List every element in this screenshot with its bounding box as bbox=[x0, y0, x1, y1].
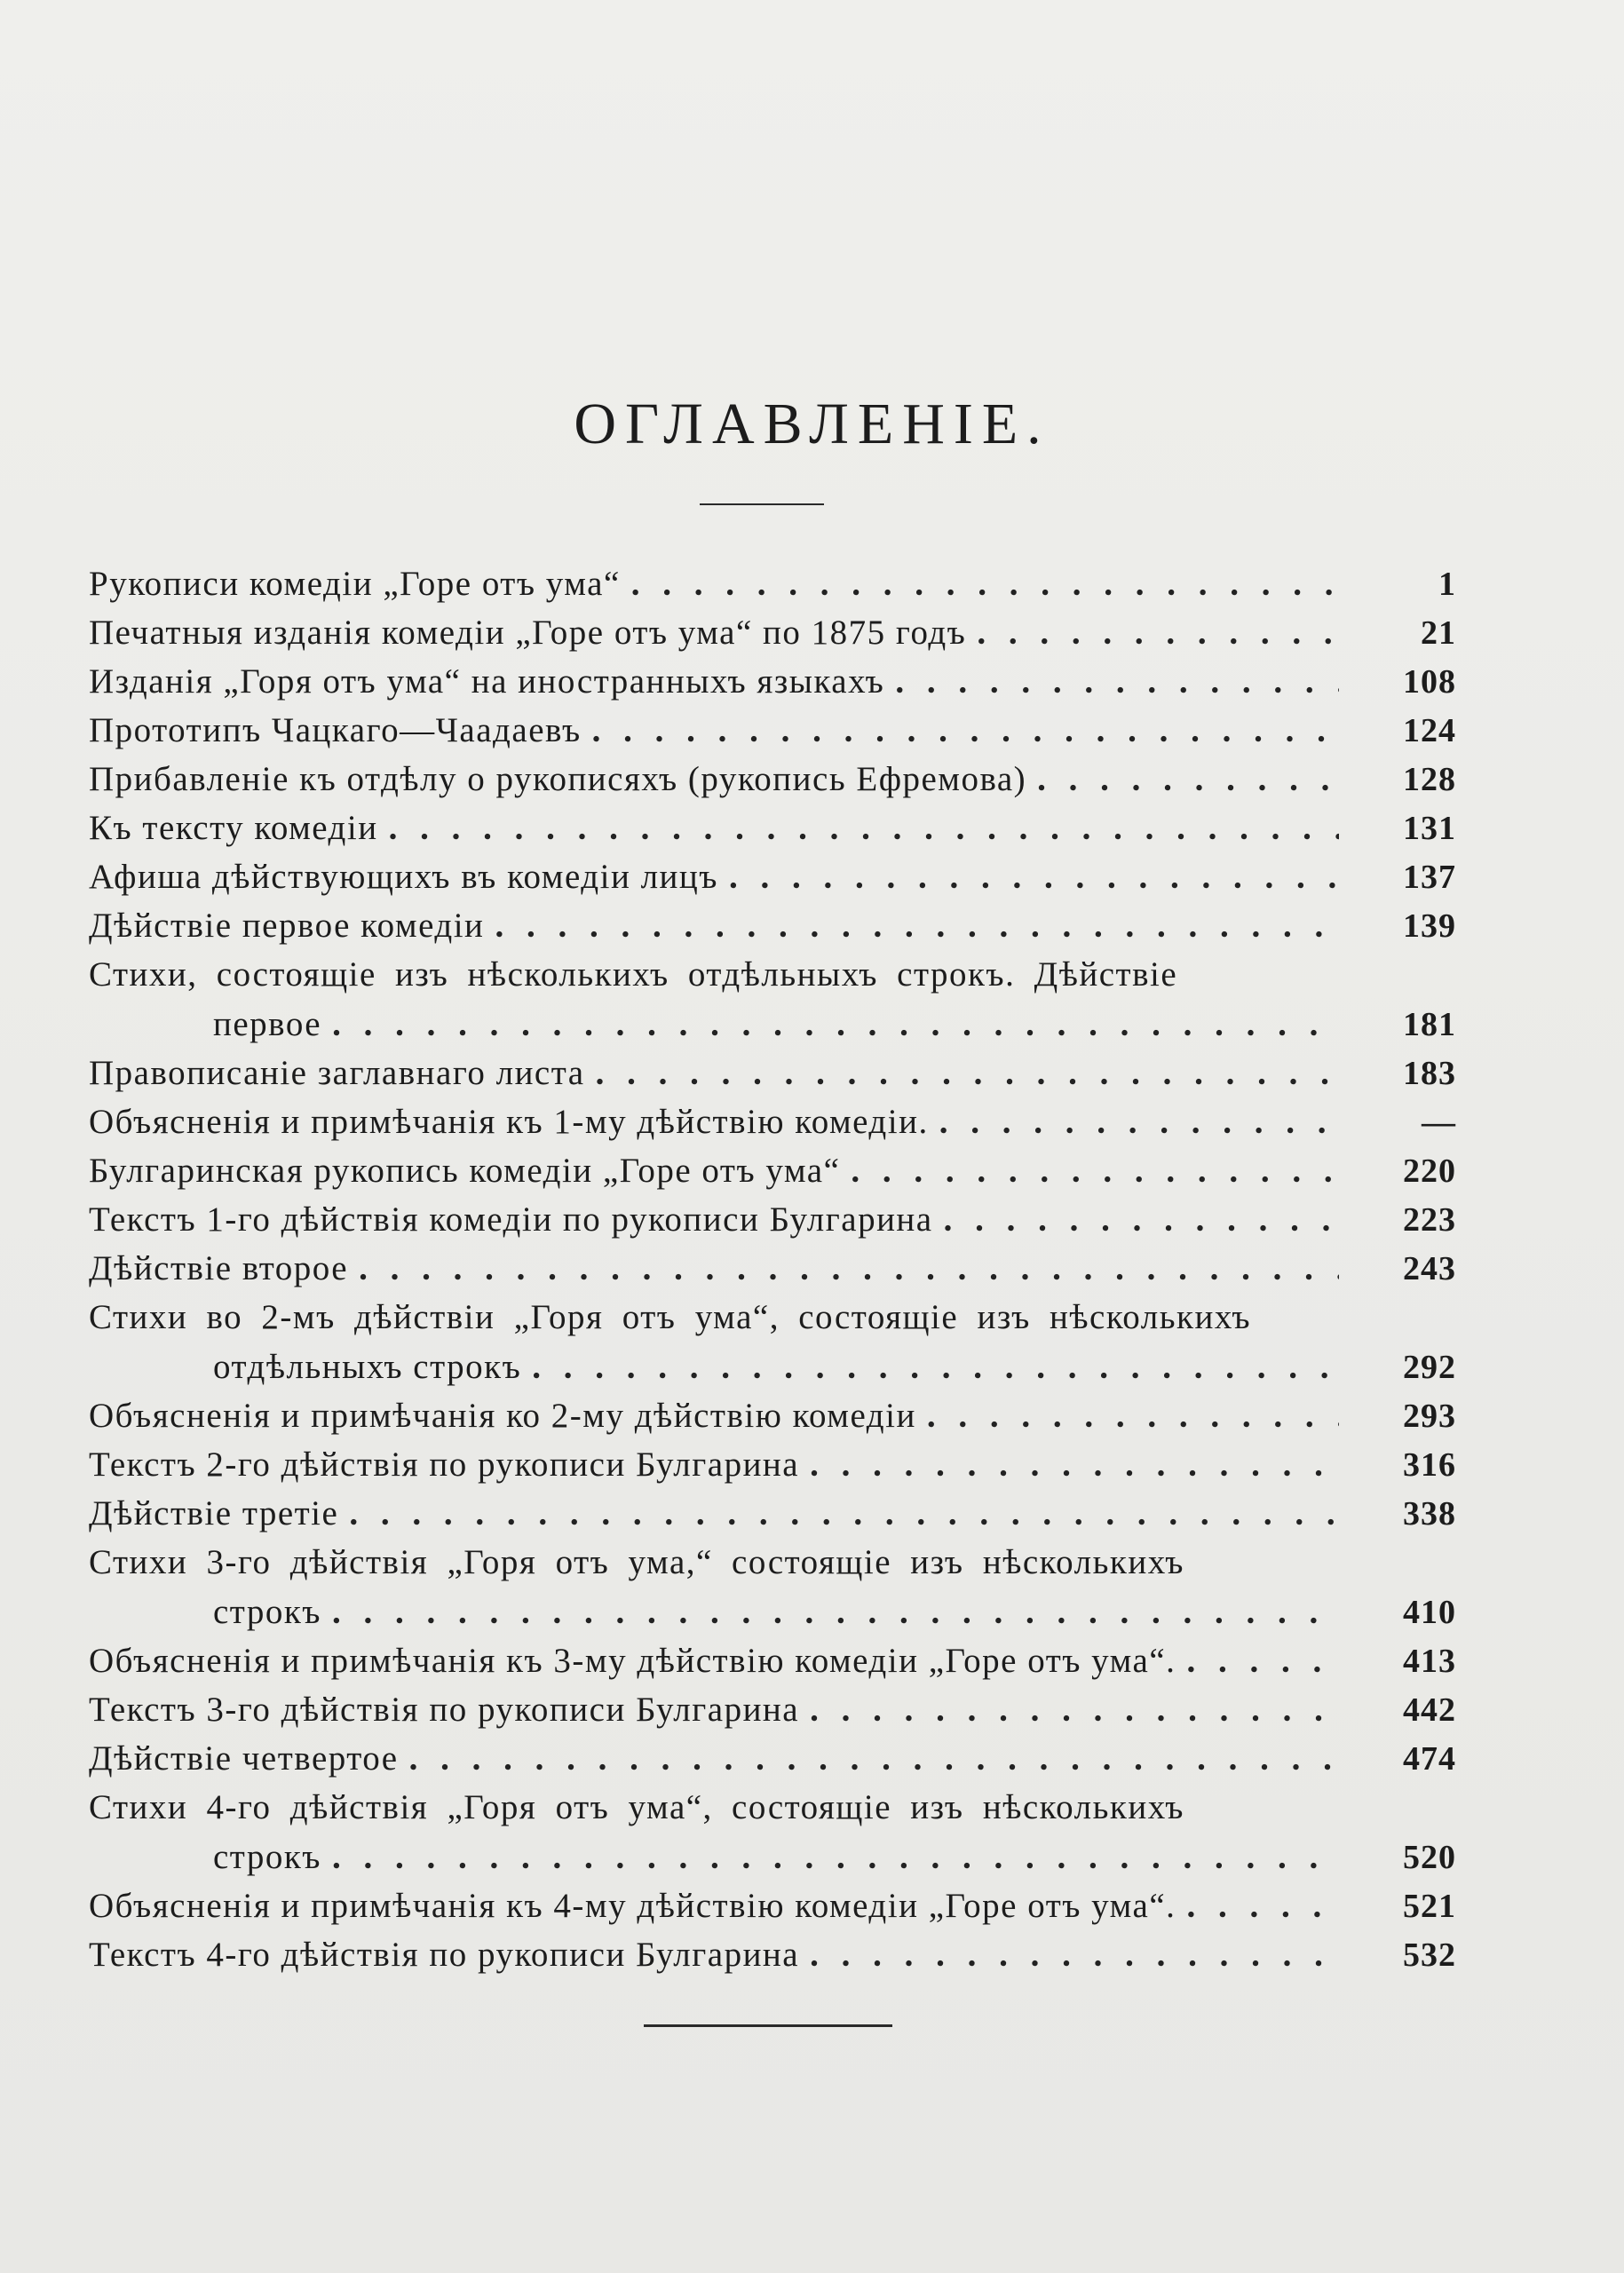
toc-page-number: 220 bbox=[1403, 1152, 1456, 1190]
toc-page-number: 139 bbox=[1403, 907, 1456, 945]
toc-entry-line bbox=[89, 1297, 1456, 1347]
toc-entry bbox=[89, 857, 1456, 906]
toc-entry-text: Объясненія и примѣчанія къ 4-му дѣйствію комедіи „Горе отъ ума“. bbox=[89, 1887, 1176, 1925]
toc-page-number: 223 bbox=[1403, 1201, 1456, 1239]
toc-entry bbox=[89, 1248, 1456, 1297]
dot-leader bbox=[810, 1935, 1339, 1975]
toc-entry bbox=[89, 808, 1456, 857]
dot-leader bbox=[359, 1248, 1339, 1288]
toc-page-number: 521 bbox=[1403, 1888, 1456, 1925]
toc-entry-text: Изданія „Горя отъ ума“ на иностранныхъ языкахъ bbox=[89, 662, 885, 701]
toc-page-number: 124 bbox=[1403, 712, 1456, 749]
toc-entry-text: Дѣйствіе четвертое bbox=[89, 1739, 399, 1778]
toc-entry bbox=[89, 1053, 1456, 1102]
toc-entry bbox=[89, 1886, 1456, 1935]
toc-page-number: 413 bbox=[1403, 1643, 1456, 1680]
toc-page-number: 181 bbox=[1403, 1006, 1456, 1043]
toc-page-number: 532 bbox=[1403, 1936, 1456, 1974]
toc-entry-line bbox=[89, 954, 1456, 1004]
dot-leader bbox=[332, 1004, 1339, 1044]
dot-leader bbox=[349, 1493, 1339, 1533]
toc-page-number: 137 bbox=[1403, 859, 1456, 896]
toc-entry-text: Дѣйствіе первое комедіи bbox=[89, 907, 485, 945]
toc-entry-text: Объясненія и примѣчанія къ 3-му дѣйствію комедіи „Горе отъ ума“. bbox=[89, 1642, 1176, 1680]
dot-leader bbox=[409, 1738, 1339, 1778]
dot-leader bbox=[1037, 759, 1339, 799]
toc-entry bbox=[89, 564, 1456, 613]
toc-entry bbox=[89, 613, 1456, 661]
toc-entry-text: Текстъ 2-го дѣйствія по рукописи Булгарина bbox=[89, 1445, 800, 1484]
toc-entry-text-continued: строкъ bbox=[213, 1838, 321, 1876]
dot-leader bbox=[631, 564, 1339, 604]
dot-leader bbox=[495, 906, 1339, 946]
toc-entry-text: Афиша дѣйствующихъ въ комедіи лицъ bbox=[89, 858, 718, 896]
toc-entry-text-continued: строкъ bbox=[213, 1593, 321, 1631]
toc-entry-text: Печатныя изданія комедіи „Горе отъ ума“ по 1875 годъ bbox=[89, 614, 967, 652]
dot-leader bbox=[389, 808, 1339, 848]
toc-page-number: 128 bbox=[1403, 761, 1456, 798]
toc-entry bbox=[89, 1102, 1456, 1151]
dot-leader bbox=[851, 1151, 1339, 1191]
toc-entry bbox=[89, 1347, 1456, 1396]
toc-entry-text: Объясненія и примѣчанія къ 1-му дѣйствію комедіи. bbox=[89, 1103, 929, 1141]
toc-entry bbox=[89, 906, 1456, 954]
toc-entry-line bbox=[89, 1787, 1456, 1837]
toc-page-number: 1 bbox=[1438, 566, 1456, 603]
dot-leader bbox=[596, 1053, 1339, 1093]
toc-entry bbox=[89, 661, 1456, 710]
dot-leader bbox=[729, 857, 1339, 897]
toc-entry-text: Правописаніе заглавнаго листа bbox=[89, 1054, 585, 1092]
toc-entry-text: Къ тексту комедіи bbox=[89, 809, 378, 847]
dot-leader bbox=[332, 1837, 1339, 1877]
toc-entry-line bbox=[89, 1542, 1456, 1592]
toc-entry-text-continued: отдѣльныхъ строкъ bbox=[213, 1348, 522, 1386]
toc-page-number: 21 bbox=[1421, 614, 1456, 652]
toc-page-number: 338 bbox=[1403, 1495, 1456, 1532]
dot-leader bbox=[532, 1347, 1339, 1387]
dot-leader bbox=[1186, 1641, 1339, 1681]
dot-leader bbox=[977, 613, 1339, 653]
toc-entry bbox=[89, 759, 1456, 808]
dot-leader bbox=[944, 1200, 1339, 1239]
toc-entry-text: Стихи, состоящіе изъ нѣсколькихъ отдѣльныхъ строкъ. Дѣйствіе bbox=[89, 955, 1178, 994]
dot-leader bbox=[927, 1396, 1339, 1436]
toc-page-number: 316 bbox=[1403, 1446, 1456, 1484]
toc-page-number: 108 bbox=[1403, 663, 1456, 701]
toc-entry bbox=[89, 1592, 1456, 1641]
toc-page-number: 410 bbox=[1403, 1594, 1456, 1631]
table-of-contents bbox=[89, 564, 1456, 1984]
page-title: ОГЛАВЛЕНІЕ. bbox=[574, 392, 1050, 456]
toc-entry-text: Рукописи комедіи „Горе отъ ума“ bbox=[89, 565, 621, 603]
toc-entry bbox=[89, 1493, 1456, 1542]
toc-entry bbox=[89, 1738, 1456, 1787]
toc-page-number: 442 bbox=[1403, 1691, 1456, 1729]
toc-entry-text: Текстъ 3-го дѣйствія по рукописи Булгарина bbox=[89, 1691, 800, 1729]
toc-entry bbox=[89, 1935, 1456, 1984]
toc-entry-text: Дѣйствіе второе bbox=[89, 1249, 349, 1287]
toc-page-number: 293 bbox=[1403, 1398, 1456, 1435]
toc-entry bbox=[89, 710, 1456, 759]
toc-entry bbox=[89, 1641, 1456, 1690]
toc-entry bbox=[89, 1690, 1456, 1738]
toc-page-number: — bbox=[1422, 1104, 1456, 1141]
toc-page-number: 243 bbox=[1403, 1250, 1456, 1287]
dot-leader bbox=[810, 1445, 1339, 1485]
toc-entry bbox=[89, 1396, 1456, 1445]
toc-entry bbox=[89, 1200, 1456, 1248]
dot-leader bbox=[810, 1690, 1339, 1730]
toc-entry-text: Объясненія и примѣчанія ко 2-му дѣйствію комедіи bbox=[89, 1397, 916, 1435]
toc-entry-text: Стихи 4-го дѣйствія „Горя отъ ума“, состоящіе изъ нѣсколькихъ bbox=[89, 1788, 1184, 1826]
toc-entry bbox=[89, 1445, 1456, 1493]
dot-leader bbox=[1186, 1886, 1339, 1926]
dot-leader bbox=[939, 1102, 1339, 1142]
toc-entry-text: Текстъ 4-го дѣйствія по рукописи Булгарина bbox=[89, 1936, 800, 1974]
toc-page-number: 131 bbox=[1403, 810, 1456, 847]
toc-entry-text: Прибавленіе къ отдѣлу о рукописяхъ (рукопись Ефремова) bbox=[89, 760, 1027, 798]
dot-leader bbox=[592, 710, 1339, 750]
bottom-divider bbox=[644, 2024, 892, 2027]
toc-entry bbox=[89, 1837, 1456, 1886]
toc-page-number: 520 bbox=[1403, 1839, 1456, 1876]
toc-page-number: 292 bbox=[1403, 1349, 1456, 1386]
dot-leader bbox=[332, 1592, 1339, 1632]
toc-entry-text: Текстъ 1-го дѣйствія комедіи по рукописи Булгарина bbox=[89, 1200, 933, 1239]
title-divider bbox=[700, 503, 824, 505]
toc-entry-text: Прототипъ Чацкаго—Чаадаевъ bbox=[89, 711, 582, 749]
toc-entry-text-continued: первое bbox=[213, 1005, 322, 1043]
toc-page-number: 183 bbox=[1403, 1055, 1456, 1092]
toc-entry bbox=[89, 1004, 1456, 1053]
dot-leader bbox=[895, 661, 1339, 701]
toc-entry-text: Булгаринская рукопись комедіи „Горе отъ ума“ bbox=[89, 1152, 841, 1190]
toc-entry bbox=[89, 1151, 1456, 1200]
toc-page-number: 474 bbox=[1403, 1740, 1456, 1778]
toc-entry-text: Стихи 3-го дѣйствія „Горя отъ ума,“ состоящіе изъ нѣсколькихъ bbox=[89, 1543, 1184, 1581]
toc-entry-text: Дѣйствіе третіе bbox=[89, 1494, 339, 1532]
toc-entry-text: Стихи во 2-мъ дѣйствіи „Горя отъ ума“, состоящіе изъ нѣсколькихъ bbox=[89, 1298, 1252, 1336]
